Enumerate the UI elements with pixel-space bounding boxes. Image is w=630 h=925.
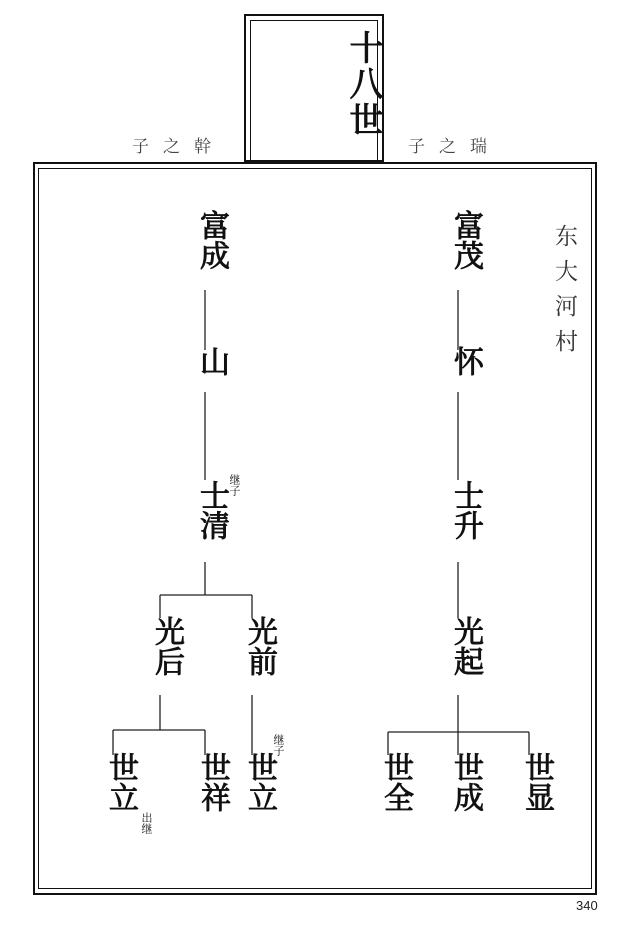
node-shixian: 世显 [519,752,554,812]
node-shiqing: 士清 [194,480,229,540]
note-adopted-out: 出继 [140,812,153,834]
node-guangqian: 光前 [242,616,277,676]
node-guangqi: 光起 [448,616,483,676]
page-number: 340 [576,898,598,913]
node-fumao: 富茂 [448,210,483,270]
note-adopted-son-shiqing: 继子 [228,474,241,496]
generation-text: 十八世 [343,30,383,138]
node-shili-adopted: 世立 [242,752,277,812]
node-shiquan: 世全 [378,752,413,812]
node-huai: 怀 [448,346,483,376]
left-branch-label: 子之幹 [132,137,225,157]
node-guanghou: 光后 [149,616,184,676]
node-shan: 山 [194,346,229,376]
node-shixiang: 世祥 [195,752,230,812]
village-name: 东大河村 [551,224,577,364]
node-shili-out: 世立 [103,752,138,812]
right-branch-label: 子之瑞 [408,137,501,157]
node-shicheng: 世成 [448,752,483,812]
note-adopted-son-shili: 继子 [272,734,285,756]
node-shisheng: 士升 [448,480,483,540]
node-fucheng: 富成 [194,210,229,270]
